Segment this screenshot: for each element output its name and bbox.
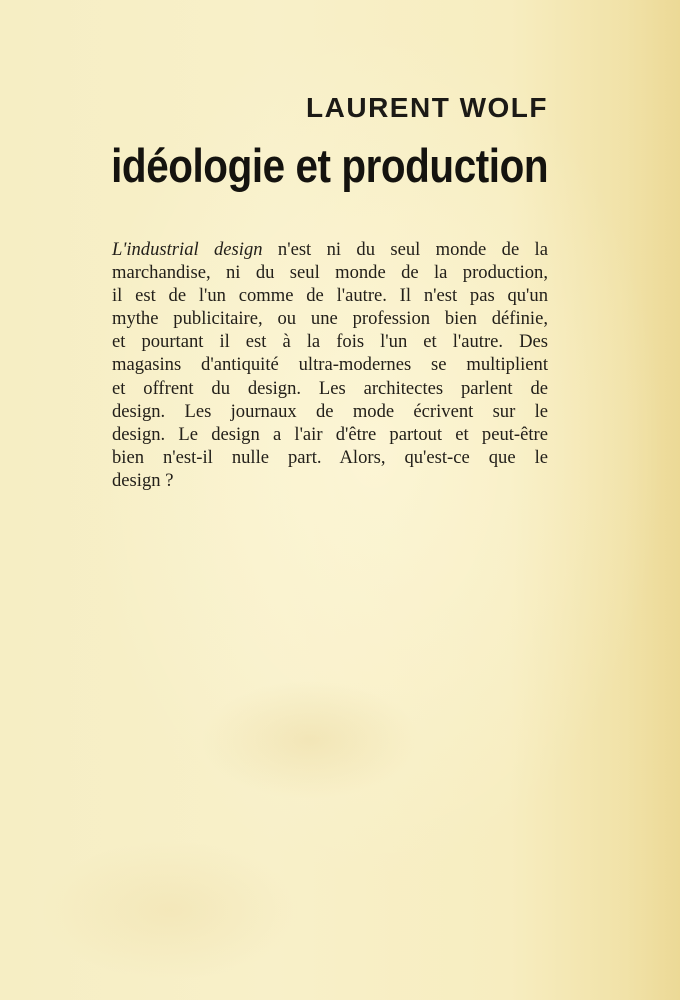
text-line: marchandise, ni du seul monde de la production, (112, 262, 548, 284)
text-line-last: design ? (112, 469, 174, 491)
text-line: L'industrial design n'est ni du seul monde de la (112, 239, 548, 260)
text-line: magasins d'antiquité ultra-modernes se multiplient (112, 354, 548, 376)
paper-stain (40, 840, 300, 980)
text-line: bien n'est-il nulle part. Alors, qu'est-ce que le (112, 446, 548, 468)
body-paragraph (112, 238, 548, 492)
text-line: et pourtant il est à la fois l'un et l'autre. Des (112, 331, 548, 353)
article-title: idéologie et production (111, 139, 548, 192)
paper-stain (200, 680, 420, 800)
author-name: LAURENT WOLF (306, 92, 548, 123)
text-line: il est de l'un comme de l'autre. Il n'est pas qu'un (112, 285, 548, 307)
italic-term: L'industrial design (112, 239, 263, 260)
text-line: et offrent du design. Les architectes parlent de (112, 377, 548, 399)
text-line: design. Les journaux de mode écrivent sur le (112, 400, 548, 422)
text-line: design. Le design a l'air d'être partout et peut-être (112, 423, 548, 445)
text-line: mythe publicitaire, ou une profession bien définie, (112, 308, 548, 330)
